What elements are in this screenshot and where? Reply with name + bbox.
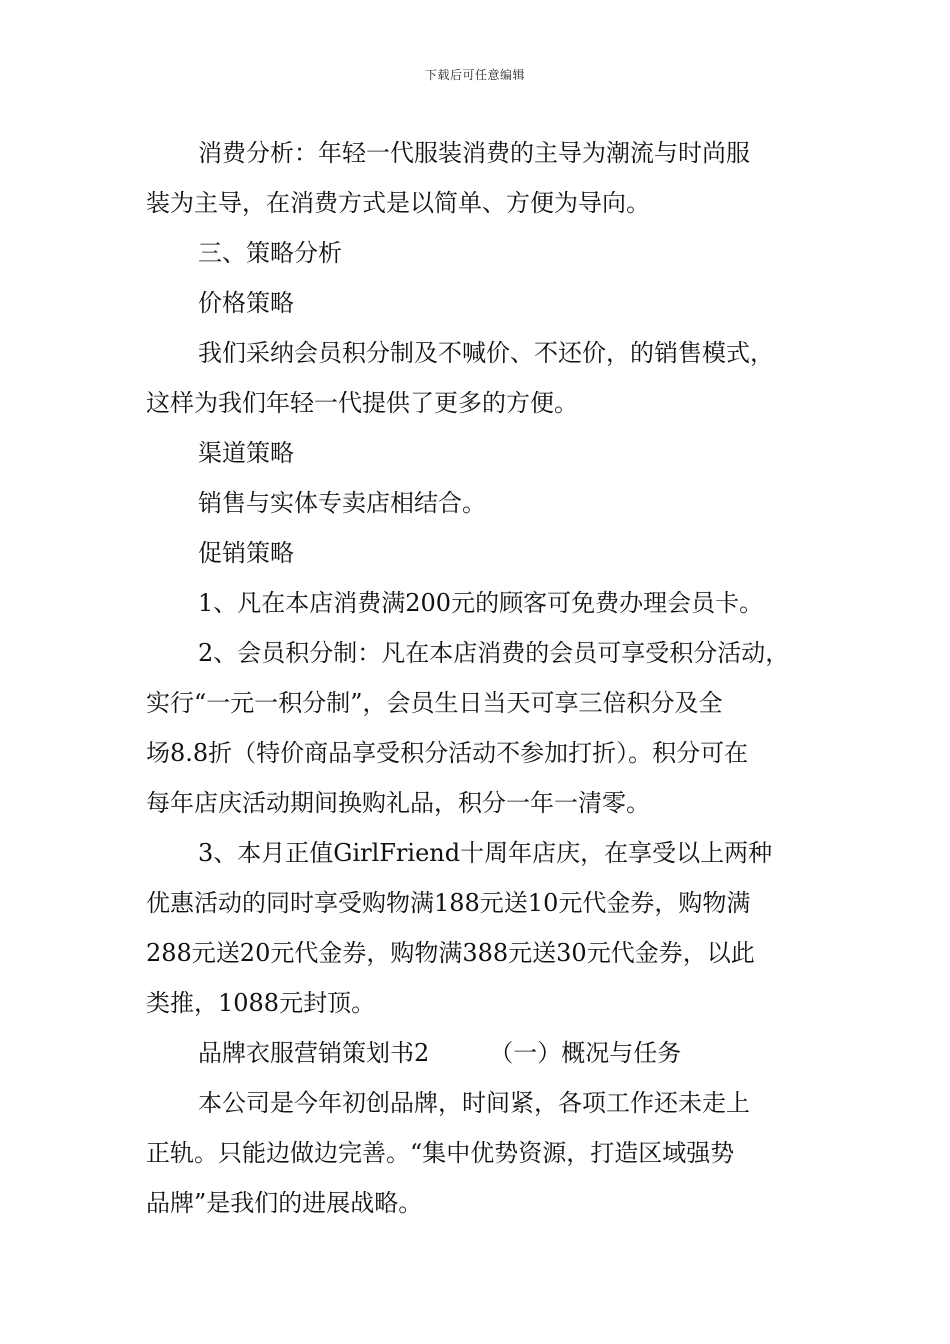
paragraph-price-line-2: 这样为我们年轻一代提供了更多的方便。 bbox=[146, 389, 578, 417]
promotion-item-3-line-1: 3、本月正值GirlFriend十周年店庆，在享受以上两种 bbox=[198, 839, 773, 867]
promotion-item-1: 1、凡在本店消费满200元的顾客可免费办理会员卡。 bbox=[198, 589, 764, 617]
subheading-price-strategy: 价格策略 bbox=[198, 289, 294, 317]
section-heading-overview: （一）概况与任务 bbox=[489, 1039, 682, 1067]
paragraph-price-line-1: 我们采纳会员积分制及不喊价、不还价，的销售模式， bbox=[198, 339, 774, 367]
paragraph-consumption-line-1: 消费分析：年轻一代服装消费的主导为潮流与时尚服 bbox=[198, 139, 750, 167]
subheading-promotion-strategy: 促销策略 bbox=[198, 539, 294, 567]
promotion-item-2-line-1: 2、会员积分制：凡在本店消费的会员可享受积分活动， bbox=[198, 639, 790, 667]
promotion-item-3-line-2: 优惠活动的同时享受购物满188元送10元代金券，购物满 bbox=[146, 889, 751, 917]
document-title: 品牌衣服营销策划书2 bbox=[198, 1039, 430, 1067]
subheading-channel-strategy: 渠道策略 bbox=[198, 439, 294, 467]
promotion-item-2-line-3: 场8.8折（特价商品享受积分活动不参加打折）。积分可在 bbox=[146, 739, 749, 767]
page-header: 下载后可任意编辑 bbox=[424, 68, 525, 82]
section-heading-strategy: 三、策略分析 bbox=[198, 239, 342, 267]
paragraph-company-line-1: 本公司是今年初创品牌，时间紧，各项工作还未走上 bbox=[198, 1089, 750, 1117]
paragraph-consumption-line-2: 装为主导，在消费方式是以简单、方便为导向。 bbox=[146, 189, 650, 217]
promotion-item-3-line-3: 288元送20元代金券，购物满388元送30元代金券，以此 bbox=[146, 939, 755, 967]
document-body bbox=[146, 128, 818, 1228]
paragraph-channel: 销售与实体专卖店相结合。 bbox=[198, 489, 486, 517]
promotion-item-2-line-2: 实行“一元一积分制”，会员生日当天可享三倍积分及全 bbox=[146, 689, 723, 717]
promotion-item-2-line-4: 每年店庆活动期间换购礼品，积分一年一清零。 bbox=[146, 789, 650, 817]
title-line bbox=[146, 1028, 818, 1078]
promotion-item-3-line-4: 类推，1088元封顶。 bbox=[146, 989, 376, 1017]
paragraph-company-line-2: 正轨。只能边做边完善。“集中优势资源，打造区域强势 bbox=[146, 1139, 735, 1167]
paragraph-company-line-3: 品牌”是我们的进展战略。 bbox=[146, 1189, 423, 1217]
